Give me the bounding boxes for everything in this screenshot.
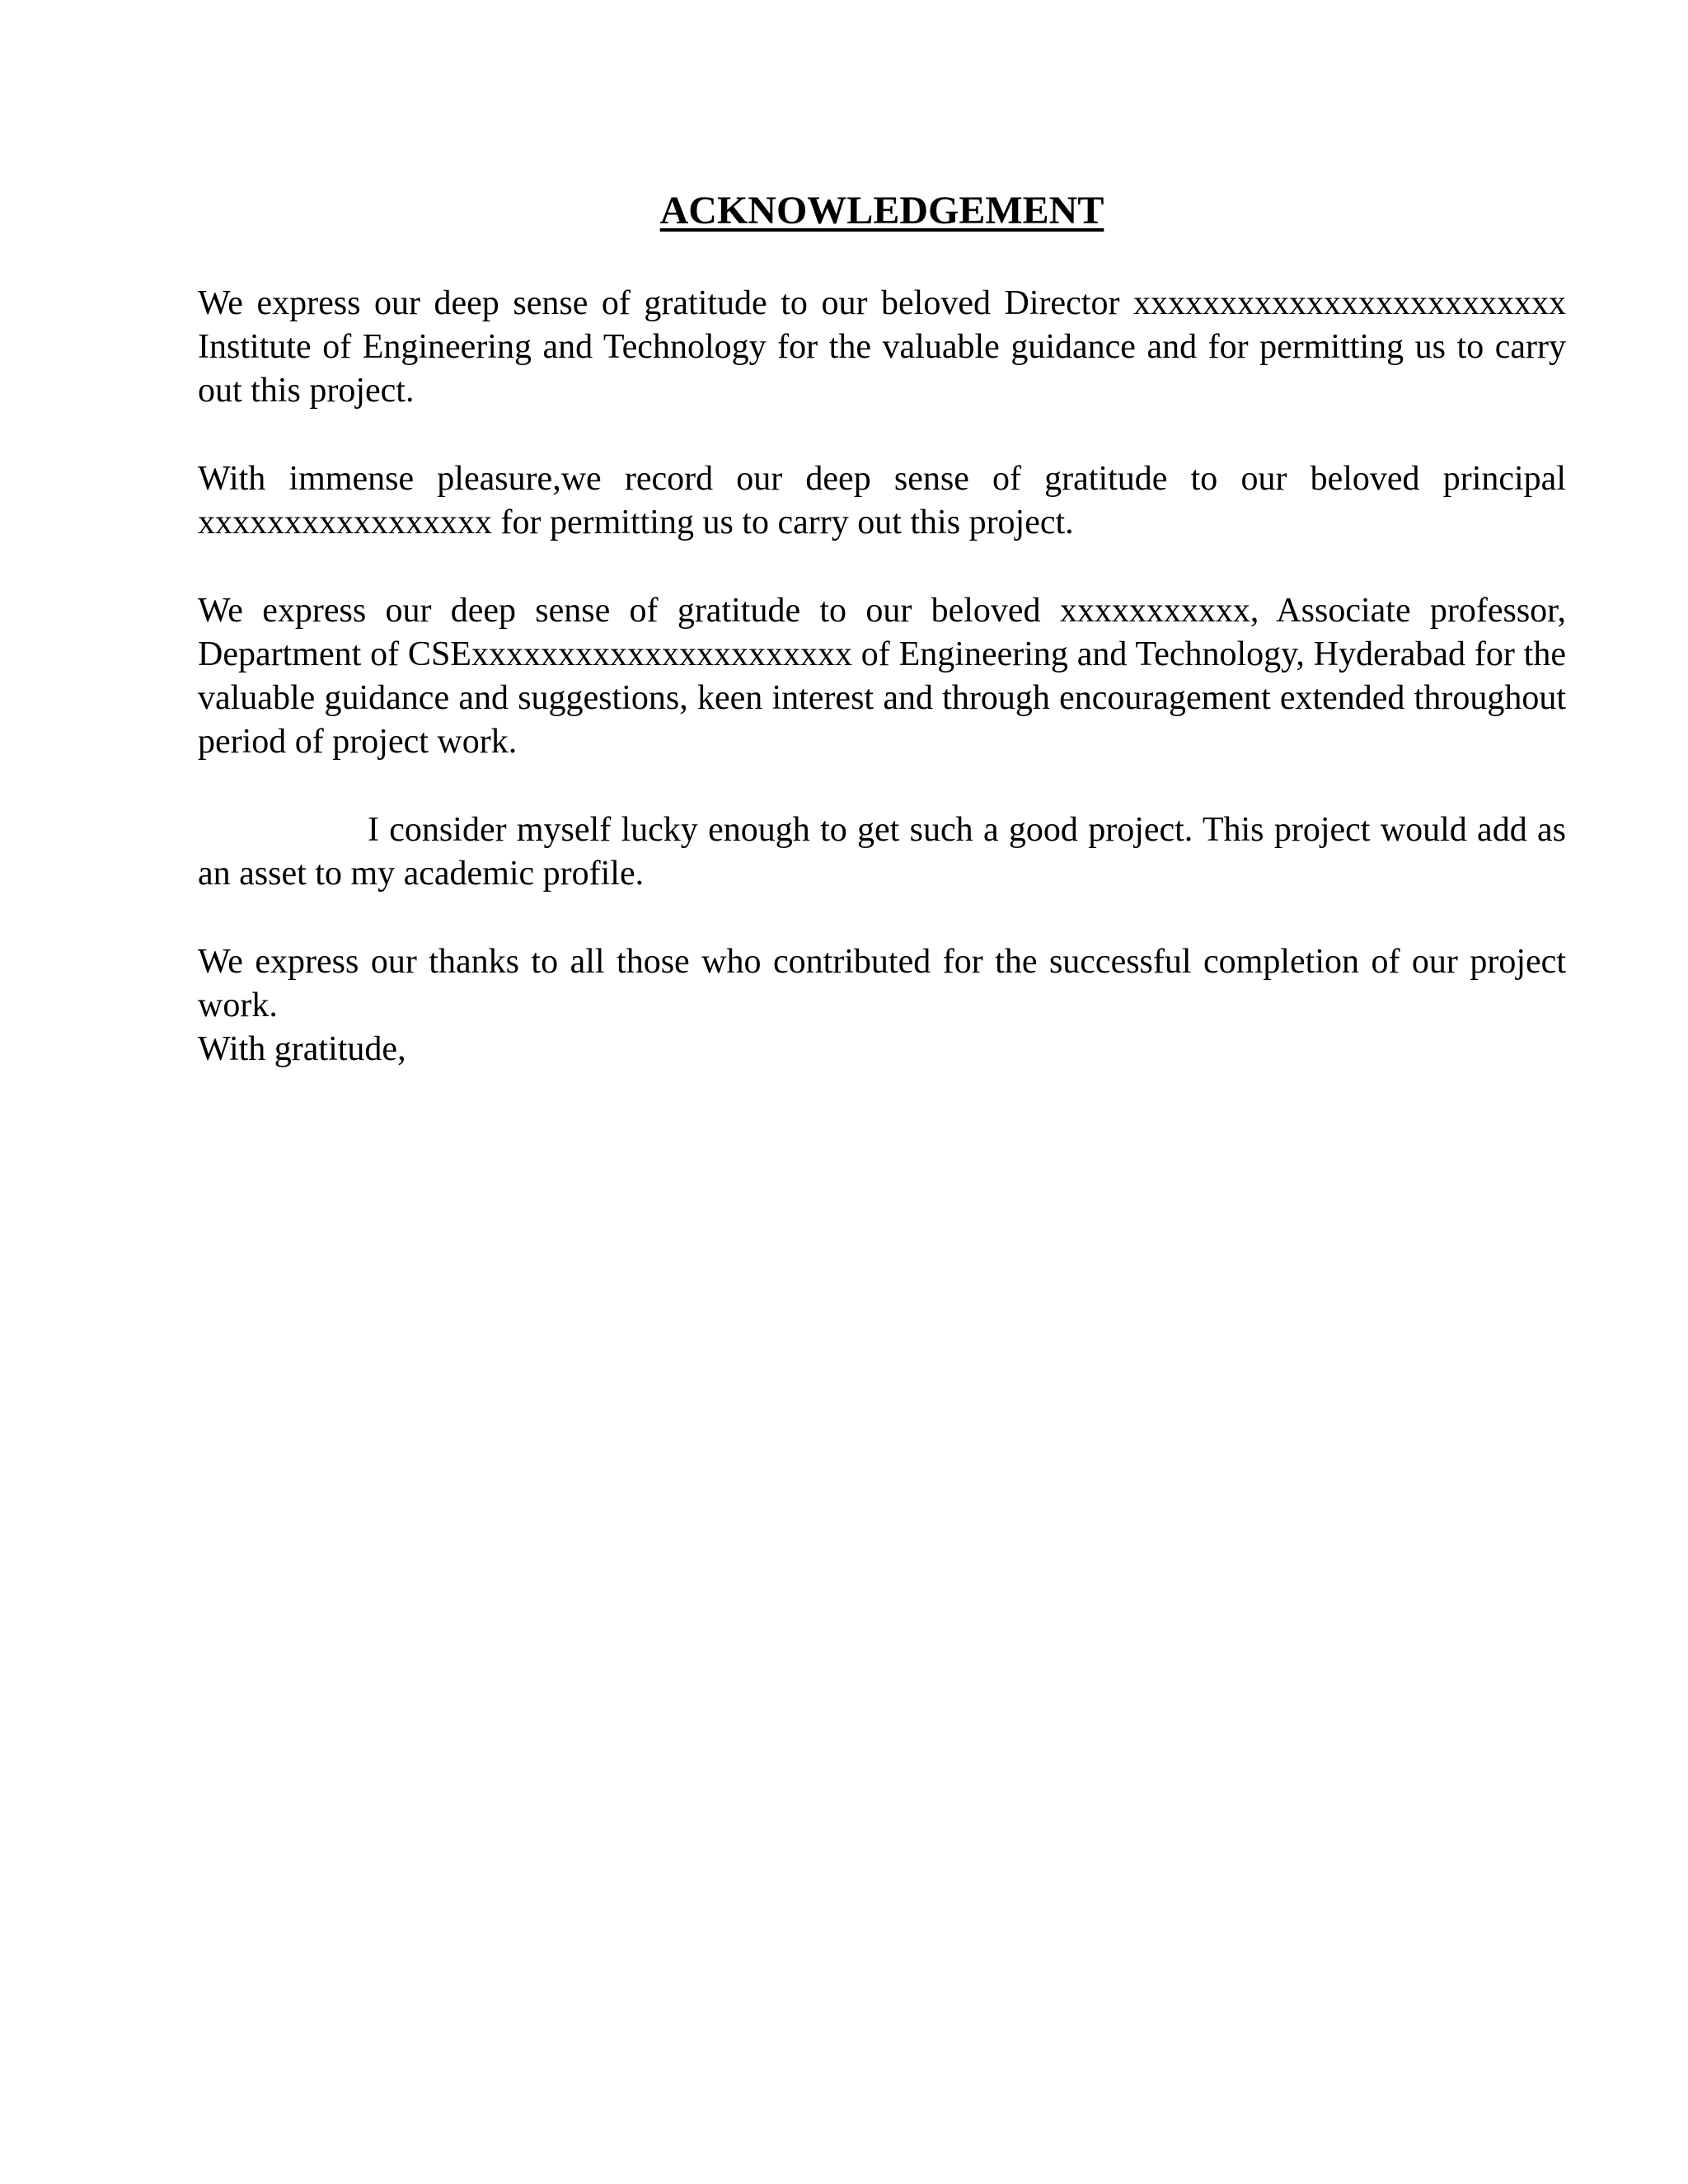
document-body bbox=[198, 191, 1566, 1071]
paragraph-director: We express our deep sense of gratitude to our beloved Director xxxxxxxxxxxxxxxxxxxxxxxxx Institute of Engineering and Technology for the valuable guidance and for permitting us to carry out this project. bbox=[198, 284, 1566, 410]
paragraph-project: I consider myself lucky enough to get such a good project. This project would add as an asset to my academic profile. bbox=[198, 811, 1566, 893]
paragraph-professor: We express our deep sense of gratitude to our beloved xxxxxxxxxxx, Associate professor, Department of CSExxxxxxxxxxxxxxxxxxxxxx of Engineering and Technology, Hyderabad for the valuable guidance and suggestions, keen interest and through encouragement extended throughout period of project work. bbox=[198, 592, 1566, 761]
page-title: ACKNOWLEDGEMENT bbox=[659, 189, 1104, 232]
closing-line: With gratitude, bbox=[198, 1030, 406, 1068]
paragraph-thanks: We express our thanks to all those who contributed for the successful completion of our project work. bbox=[198, 943, 1566, 1024]
paragraph-principal: With immense pleasure,we record our deep sense of gratitude to our beloved principal xxxxxxxxxxxxxxxxx for permitting us to carry out this project. bbox=[198, 460, 1566, 541]
